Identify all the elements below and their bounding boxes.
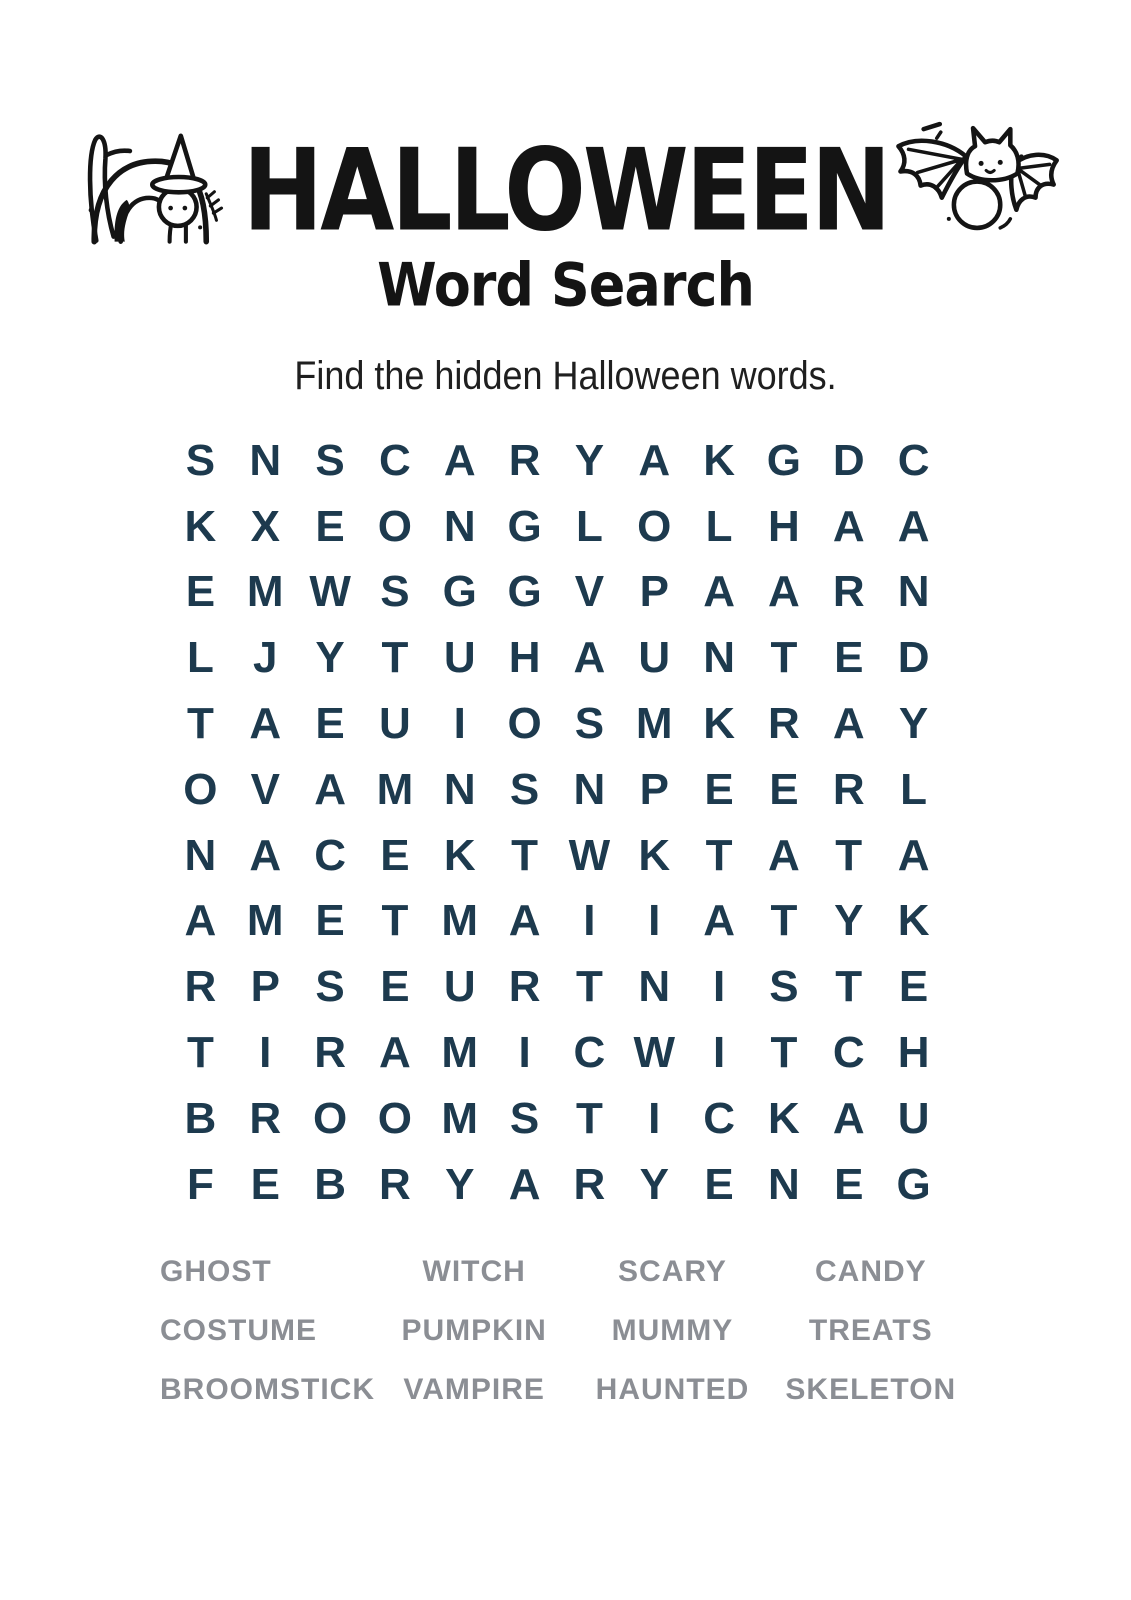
grid-letter-r1c3[interactable]: S [315,435,345,485]
grid-letter-r9c11[interactable]: T [835,962,863,1012]
grid-letter-r1c2[interactable]: N [249,435,282,485]
grid-letter-r10c2[interactable]: I [259,1028,272,1078]
grid-letter-r10c8[interactable]: W [633,1028,675,1078]
grid-letter-r5c11[interactable]: A [832,699,865,749]
grid-letter-r8c7[interactable]: I [583,896,596,946]
word-item-scary: SCARY [618,1254,727,1288]
grid-letter-r3c2[interactable]: M [246,567,284,617]
grid-letter-r7c9[interactable]: T [705,830,733,880]
grid-letter-r10c5[interactable]: M [441,1028,479,1078]
grid-letter-r6c8[interactable]: P [639,764,669,814]
grid-letter-r5c8[interactable]: M [635,699,673,749]
word-item-pumpkin: PUMPKIN [401,1313,547,1347]
grid-letter-r3c1[interactable]: E [185,567,216,617]
grid-letter-r7c6[interactable]: T [511,830,539,880]
grid-letter-r6c1[interactable]: O [183,764,218,814]
letter-grid [168,428,946,1218]
grid-letter-r8c3[interactable]: E [315,896,345,946]
word-item-skeleton: SKELETON [785,1372,957,1406]
grid-letter-r4c5[interactable]: U [443,633,476,683]
grid-letter-r12c6[interactable]: A [508,1159,541,1209]
grid-letter-r7c1[interactable]: N [184,830,217,880]
word-item-mummy: MUMMY [611,1313,734,1347]
grid-letter-r2c12[interactable]: A [897,501,930,551]
grid-letter-r11c12[interactable]: U [897,1093,930,1143]
grid-letter-r6c7[interactable]: N [573,764,606,814]
grid-letter-r2c7[interactable]: L [575,501,603,551]
grid-letter-r5c2[interactable]: A [249,699,282,749]
grid-letter-r4c2[interactable]: J [253,633,278,683]
grid-letter-r7c4[interactable]: E [380,830,410,880]
grid-letter-r8c6[interactable]: A [508,896,541,946]
grid-letter-r3c7[interactable]: V [574,567,605,617]
grid-letter-r3c11[interactable]: R [832,567,865,617]
grid-letter-r11c11[interactable]: A [832,1093,865,1143]
grid-letter-r12c11[interactable]: E [834,1159,864,1209]
grid-letter-r6c2[interactable]: V [250,764,280,814]
word-item-broomstick: BROOMSTICK [160,1372,375,1406]
grid-letter-r7c7[interactable]: W [568,830,611,880]
grid-letter-r12c7[interactable]: R [573,1159,606,1209]
grid-letter-r11c2[interactable]: R [249,1093,282,1143]
grid-letter-r6c6[interactable]: S [509,764,540,814]
word-item-treats: TREATS [808,1313,933,1347]
grid-letter-r5c5[interactable]: I [453,699,466,749]
grid-letter-r8c9[interactable]: A [703,896,735,946]
grid-letter-r10c4[interactable]: A [379,1028,411,1078]
word-item-vampire: VAMPIRE [403,1372,545,1406]
grid-letter-r1c10[interactable]: G [766,435,802,485]
grid-letter-r12c10[interactable]: N [768,1159,800,1209]
grid-letter-r2c3[interactable]: E [315,501,345,551]
word-item-ghost: GHOST [160,1254,272,1288]
grid-letter-r6c10[interactable]: E [769,764,799,814]
grid-letter-r11c3[interactable]: O [312,1093,348,1143]
grid-letter-r4c6[interactable]: H [508,633,541,683]
grid-letter-r4c8[interactable]: U [638,633,671,683]
grid-letter-r3c12[interactable]: N [897,567,930,617]
grid-letter-r5c4[interactable]: U [379,699,411,749]
grid-letter-r7c10[interactable]: A [768,830,800,880]
grid-letter-r1c11[interactable]: D [832,435,865,485]
grid-letter-r3c10[interactable]: A [768,567,800,617]
grid-letter-r5c10[interactable]: R [768,699,800,749]
grid-letter-r11c4[interactable]: O [377,1093,413,1143]
grid-letter-r2c4[interactable]: O [377,501,413,551]
grid-letter-r2c1[interactable]: K [184,501,217,551]
grid-letter-r9c8[interactable]: N [638,962,671,1012]
grid-letter-r5c3[interactable]: E [315,699,345,749]
word-list [160,1242,970,1419]
grid-letter-r3c4[interactable]: S [380,567,410,617]
grid-letter-r8c10[interactable]: T [770,896,798,946]
grid-letter-r12c3[interactable]: B [314,1159,346,1209]
grid-letter-r10c10[interactable]: T [770,1028,798,1078]
grid-letter-r7c11[interactable]: T [835,830,863,880]
grid-letter-r9c4[interactable]: E [380,962,410,1012]
grid-letter-r4c1[interactable]: L [186,633,214,683]
grid-letter-r1c5[interactable]: A [443,435,476,485]
grid-letter-r9c3[interactable]: S [315,962,345,1012]
grid-letter-r11c7[interactable]: T [575,1093,603,1143]
grid-letter-r2c6[interactable]: G [507,501,542,551]
grid-letter-r9c12[interactable]: E [898,962,929,1012]
grid-letter-r4c7[interactable]: A [573,633,606,683]
grid-letter-r5c9[interactable]: K [703,699,735,749]
grid-letter-r6c11[interactable]: R [832,764,865,814]
grid-letter-r3c6[interactable]: G [507,567,542,617]
grid-letter-r4c12[interactable]: D [897,633,930,683]
grid-letter-r6c12[interactable]: L [900,764,928,814]
grid-letter-r1c12[interactable]: C [897,435,930,485]
page-title: HALLOWEEN [242,124,889,257]
grid-letter-r4c11[interactable]: E [834,633,864,683]
word-item-candy: CANDY [814,1254,927,1288]
grid-letter-r9c9[interactable]: I [712,962,726,1012]
grid-letter-r12c8[interactable]: Y [639,1159,669,1209]
grid-letter-r5c7[interactable]: S [574,699,605,749]
grid-letter-r2c8[interactable]: O [637,501,672,551]
grid-letter-r2c11[interactable]: A [832,501,865,551]
grid-letter-r8c2[interactable]: M [246,896,284,946]
grid-letter-r9c2[interactable]: P [250,962,280,1012]
grid-letter-r10c11[interactable]: C [832,1028,865,1078]
grid-letter-r11c9[interactable]: C [703,1093,735,1143]
grid-letter-r7c5[interactable]: K [443,830,476,880]
grid-letter-r2c10[interactable]: H [768,501,800,551]
grid-letter-r1c9[interactable]: K [703,435,735,485]
grid-letter-r12c12[interactable]: G [896,1159,931,1209]
grid-letter-r5c12[interactable]: Y [898,699,929,749]
grid-letter-r11c6[interactable]: S [509,1093,540,1143]
grid-letter-r10c1[interactable]: T [186,1028,214,1078]
grid-letter-r3c5[interactable]: G [442,567,477,617]
grid-letter-r12c4[interactable]: R [379,1159,411,1209]
grid-letter-r1c7[interactable]: Y [574,435,605,485]
grid-letter-r12c5[interactable]: Y [445,1159,475,1209]
grid-letter-r3c9[interactable]: A [703,567,735,617]
grid-letter-r8c1[interactable]: A [184,896,217,946]
grid-letter-r4c4[interactable]: T [381,633,409,683]
grid-letter-r1c6[interactable]: R [508,435,541,485]
grid-letter-r12c2[interactable]: E [250,1159,280,1209]
grid-letter-r8c11[interactable]: Y [834,896,864,946]
word-item-witch: WITCH [422,1254,526,1288]
grid-letter-r6c9[interactable]: E [704,764,734,814]
word-item-haunted: HAUNTED [595,1372,750,1406]
grid-letter-r3c8[interactable]: P [639,567,669,617]
grid-letter-r2c9[interactable]: L [705,501,733,551]
grid-letter-r7c3[interactable]: C [314,830,346,880]
grid-letter-r8c8[interactable]: I [648,896,661,946]
grid-letter-r12c1[interactable]: F [186,1159,214,1209]
grid-letter-r11c5[interactable]: M [441,1093,479,1143]
grid-letter-r9c7[interactable]: T [575,962,603,1012]
grid-letter-r4c9[interactable]: N [703,633,735,683]
word-item-costume: COSTUME [160,1313,317,1347]
grid-letter-r11c1[interactable]: B [184,1093,217,1143]
grid-letter-r8c5[interactable]: M [441,896,479,946]
grid-letter-r5c6[interactable]: O [507,699,542,749]
grid-letter-r4c3[interactable]: Y [315,633,345,683]
grid-letter-r6c3[interactable]: A [314,764,346,814]
grid-letter-r6c4[interactable]: M [376,764,414,814]
grid-letter-r2c2[interactable]: X [250,501,280,551]
grid-letter-r10c6[interactable]: I [518,1028,531,1078]
grid-letter-r10c9[interactable]: I [712,1028,726,1078]
grid-letter-r8c4[interactable]: T [381,896,409,946]
grid-letter-r12c9[interactable]: E [704,1159,734,1209]
grid-letter-r3c3[interactable]: W [309,567,351,617]
grid-letter-r1c4[interactable]: C [379,435,411,485]
instruction-text: Find the hidden Halloween words. [294,352,837,398]
grid-letter-r8c12[interactable]: K [897,896,930,946]
grid-letter-r7c8[interactable]: K [638,830,671,880]
grid-letter-r4c10[interactable]: T [770,633,798,683]
grid-letter-r7c2[interactable]: A [249,830,282,880]
grid-letter-r9c10[interactable]: S [769,962,799,1012]
grid-letter-r10c12[interactable]: H [897,1028,930,1078]
page-subtitle: Word Search [377,250,754,320]
grid-letter-r9c1[interactable]: R [184,962,217,1012]
grid-letter-r1c8[interactable]: A [638,435,671,485]
grid-letter-r9c5[interactable]: U [443,962,476,1012]
grid-letter-r1c1[interactable]: S [185,435,216,485]
grid-letter-r9c6[interactable]: R [508,962,541,1012]
grid-letter-r11c10[interactable]: K [768,1093,800,1143]
grid-letter-r6c5[interactable]: N [443,764,476,814]
grid-letter-r2c5[interactable]: N [443,501,476,551]
grid-letter-r7c12[interactable]: A [897,830,930,880]
grid-letter-r5c1[interactable]: T [186,699,214,749]
grid-letter-r11c8[interactable]: I [648,1093,661,1143]
grid-letter-r10c3[interactable]: R [314,1028,346,1078]
grid-letter-r10c7[interactable]: C [573,1028,606,1078]
